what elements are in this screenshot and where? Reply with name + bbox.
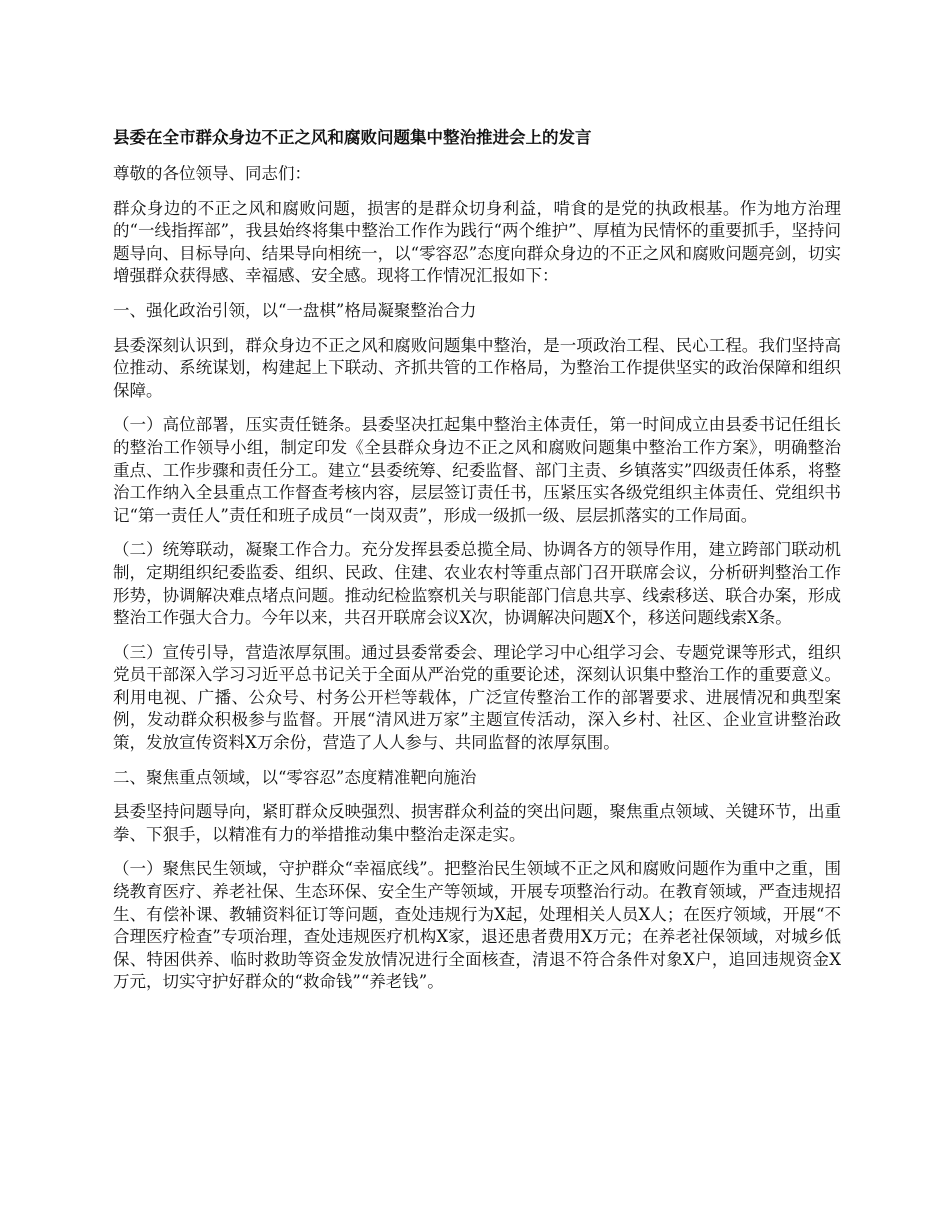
- intro-paragraph: 群众身边的不正之风和腐败问题，损害的是群众切身利益，啃食的是党的执政根基。作为地方治理的“一线指挥部”，我县始终将集中整治工作作为践行“两个维护”、厚植为民情怀的重要抓手，坚持问题导向、目标导向、结果导向相统一，以“零容忍”态度向群众身边的不正之风和腐败问题亮剑，切实增强群众获得感、幸福感、安全感。现将工作情况汇报如下：: [113, 198, 841, 286]
- paragraph: 县委深刻认识到，群众身边不正之风和腐败问题集中整治，是一项政治工程、民心工程。我们坚持高位推动、系统谋划，构建起上下联动、齐抓共管的工作格局，为整治工作提供坚实的政治保障和组织保障。: [113, 335, 841, 400]
- document-title: 县委在全市群众身边不正之风和腐败问题集中整治推进会上的发言: [113, 128, 592, 147]
- paragraph: （一）高位部署，压实责任链条。县委坚决扛起集中整治主体责任，第一时间成立由县委书记任组长的整治工作领导小组，制定印发《全县群众身边不正之风和腐败问题集中整治工作方案》，明确整治重点、工作步骤和责任分工。建立“县委统筹、纪委监督、部门主责、乡镇落实”四级责任体系，将整治工作纳入全县重点工作督查考核内容，层层签订责任书，压紧压实各级党组织主体责任、党组织书记“第一责任人”责任和班子成员“一岗双责”，形成一级抓一级、层层抓落实的工作局面。: [113, 415, 841, 525]
- document-page: [113, 126, 841, 1006]
- paragraph: （三）宣传引导，营造浓厚氛围。通过县委常委会、理论学习中心组学习会、专题党课等形式，组织党员干部深入学习习近平总书记关于全面从严治党的重要论述，深刻认识集中整治工作的重要意义。利用电视、广播、公众号、村务公开栏等载体，广泛宣传整治工作的部署要求、进展情况和典型案例，发动群众积极参与监督。开展“清风进万家”主题宣传活动，深入乡村、社区、企业宣讲整治政策，发放宣传资料X万余份，营造了人人参与、共同监督的浓厚氛围。: [113, 642, 841, 753]
- paragraph: （二）统筹联动，凝聚工作合力。充分发挥县委总揽全局、协调各方的领导作用，建立跨部门联动机制，定期组织纪委监委、组织、民政、住建、农业农村等重点部门召开联席会议，分析研判整治工作形势，协调解决难点堵点问题。推动纪检监察机关与职能部门信息共享、线索移送、联合办案，形成整治工作强大合力。今年以来，共召开联席会议X次，协调解决问题X个，移送问题线索X条。: [113, 540, 841, 628]
- paragraph: （一）聚焦民生领域，守护群众“幸福底线”。把整治民生领域不正之风和腐败问题作为重中之重，围绕教育医疗、养老社保、生态环保、安全生产等领域，开展专项整治行动。在教育领域，严查违规招生、有偿补课、教辅资料征订等问题，查处违规行为X起，处理相关人员X人；在医疗领域，开展“不合理医疗检查”专项治理，查处违规医疗机构X家，退还患者费用X万元；在养老社保领域，对城乡低保、特困供养、临时救助等资金发放情况进行全面核查，清退不符合条件对象X户，追回违规资金X万元，切实守护好群众的“救命钱”“养老钱”。: [113, 859, 841, 992]
- section-heading: 二、聚焦重点领域，以“零容忍”态度精准靶向施治: [113, 767, 477, 787]
- salutation: 尊敬的各位领导、同志们：: [113, 164, 311, 183]
- section-heading: 一、强化政治引领，以“一盘棋”格局凝聚整治合力: [113, 300, 477, 320]
- paragraph: 县委坚持问题导向，紧盯群众反映强烈、损害群众利益的突出问题，聚焦重点领域、关键环节，出重拳、下狠手，以精准有力的举措推动集中整治走深走实。: [113, 802, 841, 844]
